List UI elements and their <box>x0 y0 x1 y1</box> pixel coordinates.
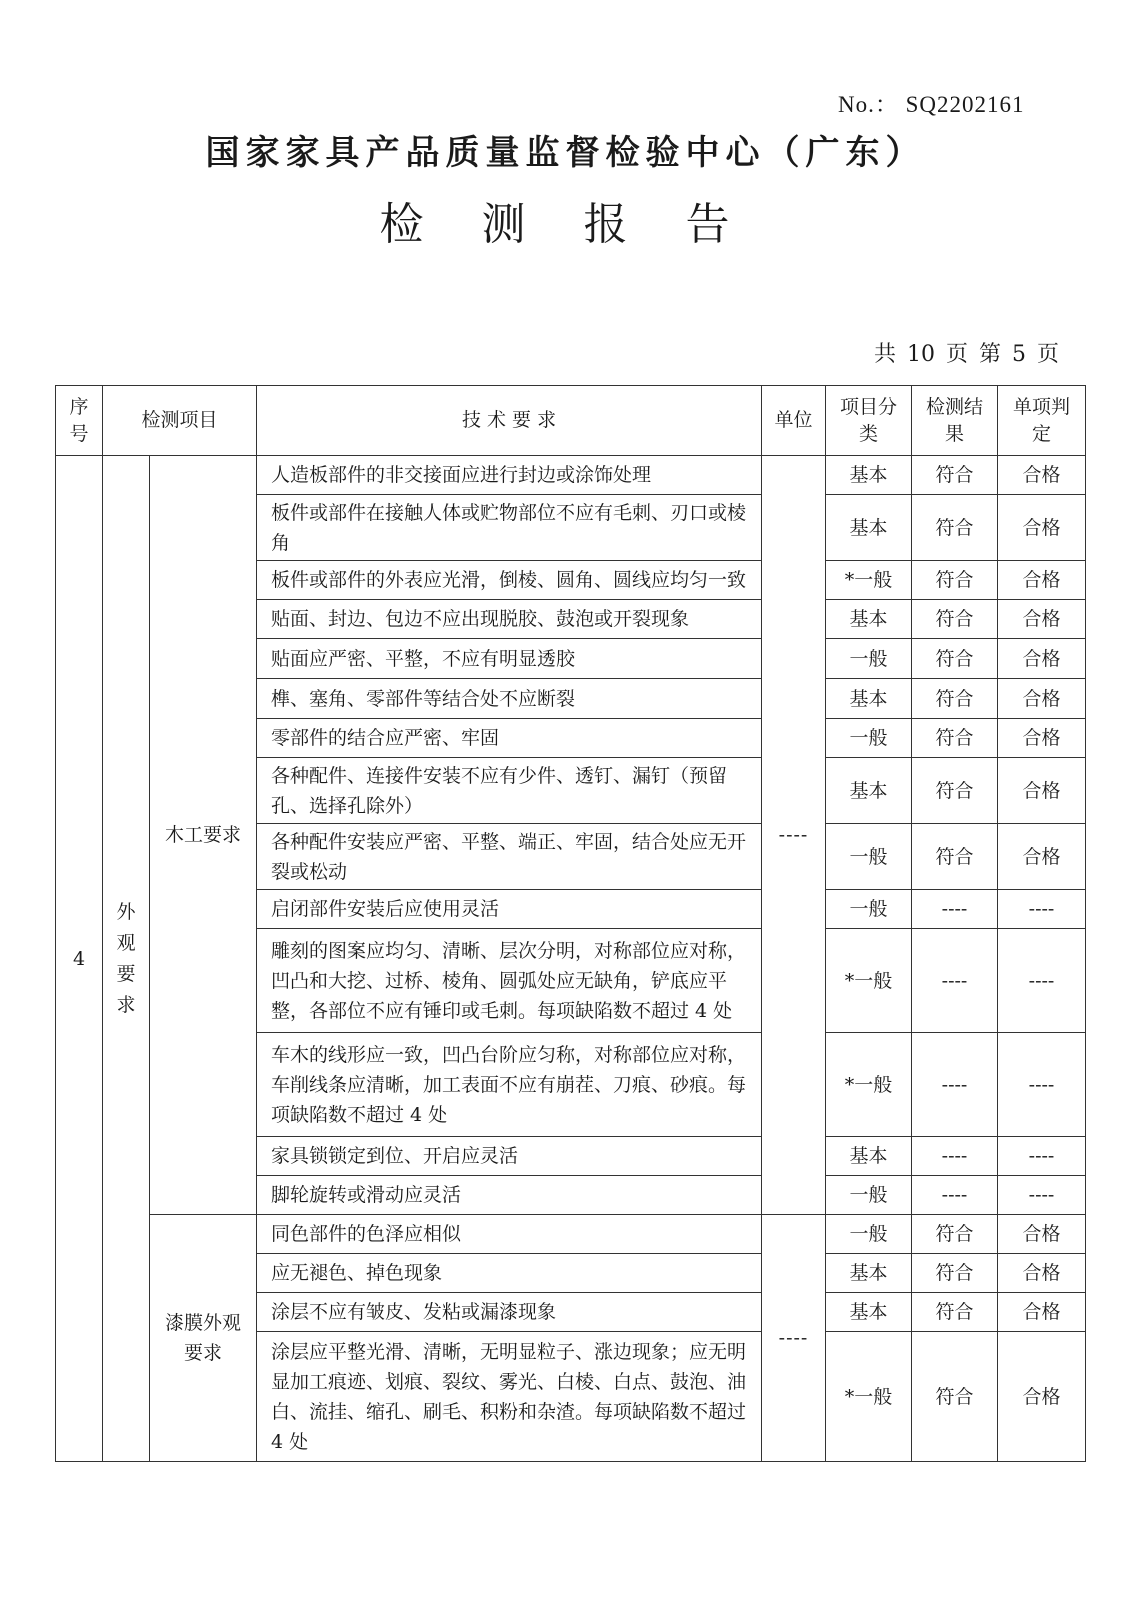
item-category-cell: *一般 <box>826 561 912 600</box>
subitem-cell: 木工要求 <box>150 456 257 1215</box>
organization-name: 国家家具产品质量监督检验中心（广东） <box>205 133 926 173</box>
col-header-seq: 序号 <box>56 386 103 456</box>
result-cell: 符合 <box>912 758 998 824</box>
result-cell: 符合 <box>912 456 998 495</box>
item-category-cell: 基本 <box>826 495 912 561</box>
item-category-cell: 一般 <box>826 1176 912 1215</box>
result-cell: ---- <box>912 929 998 1033</box>
result-cell: ---- <box>912 890 998 929</box>
report-title: 检 测 报 告 <box>379 199 752 250</box>
col-header-verdict: 单项判定 <box>998 386 1086 456</box>
item-category-cell: 一般 <box>826 890 912 929</box>
result-cell: 符合 <box>912 639 998 679</box>
requirement-cell: 贴面应严密、平整，不应有明显透胶 <box>257 639 762 679</box>
report-number: No.： SQ2202161 <box>838 92 1025 117</box>
verdict-cell: ---- <box>998 929 1086 1033</box>
category-group-cell: 外 观 要 求 <box>103 456 150 1462</box>
verdict-cell: 合格 <box>998 1332 1086 1462</box>
result-cell: ---- <box>912 1033 998 1137</box>
col-header-category: 项目分类 <box>826 386 912 456</box>
requirement-cell: 应无褪色、掉色现象 <box>257 1254 762 1293</box>
inspection-table <box>55 385 1086 1462</box>
verdict-cell: ---- <box>998 1033 1086 1137</box>
item-category-cell: 基本 <box>826 1293 912 1332</box>
verdict-cell: 合格 <box>998 600 1086 639</box>
unit-cell: ---- <box>762 456 826 1215</box>
item-category-cell: 基本 <box>826 600 912 639</box>
table-header-row <box>56 386 1086 456</box>
item-category-cell: 基本 <box>826 456 912 495</box>
verdict-cell: 合格 <box>998 719 1086 758</box>
verdict-cell: ---- <box>998 1137 1086 1176</box>
item-category-cell: 基本 <box>826 1137 912 1176</box>
page-info: 共 10 页 第 5 页 <box>874 342 1059 367</box>
item-category-cell: 基本 <box>826 758 912 824</box>
requirement-cell: 脚轮旋转或滑动应灵活 <box>257 1176 762 1215</box>
requirement-cell: 各种配件、连接件安装不应有少件、透钉、漏钉（预留孔、选择孔除外） <box>257 758 762 824</box>
result-cell: 符合 <box>912 600 998 639</box>
item-category-cell: *一般 <box>826 929 912 1033</box>
verdict-cell: 合格 <box>998 639 1086 679</box>
col-header-result: 检测结果 <box>912 386 998 456</box>
result-cell: 符合 <box>912 1293 998 1332</box>
verdict-cell: 合格 <box>998 1293 1086 1332</box>
table-row <box>56 456 1086 495</box>
verdict-cell: 合格 <box>998 758 1086 824</box>
result-cell: 符合 <box>912 824 998 890</box>
item-category-cell: 一般 <box>826 1215 912 1254</box>
result-cell: 符合 <box>912 1254 998 1293</box>
requirement-cell: 贴面、封边、包边不应出现脱胶、鼓泡或开裂现象 <box>257 600 762 639</box>
col-header-item: 检测项目 <box>103 386 257 456</box>
requirement-cell: 同色部件的色泽应相似 <box>257 1215 762 1254</box>
requirement-cell: 板件或部件在接触人体或贮物部位不应有毛刺、刃口或棱角 <box>257 495 762 561</box>
requirement-cell: 板件或部件的外表应光滑，倒棱、圆角、圆线应均匀一致 <box>257 561 762 600</box>
verdict-cell: 合格 <box>998 495 1086 561</box>
item-category-cell: 基本 <box>826 1254 912 1293</box>
result-cell: 符合 <box>912 1215 998 1254</box>
result-cell: ---- <box>912 1137 998 1176</box>
result-cell: ---- <box>912 1176 998 1215</box>
unit-cell: ---- <box>762 1215 826 1462</box>
item-category-cell: 一般 <box>826 639 912 679</box>
verdict-cell: 合格 <box>998 1254 1086 1293</box>
item-category-cell: 基本 <box>826 679 912 719</box>
requirement-cell: 启闭部件安装后应使用灵活 <box>257 890 762 929</box>
seq-cell: 4 <box>56 456 103 1462</box>
subitem-cell: 漆膜外观要求 <box>150 1215 257 1462</box>
result-cell: 符合 <box>912 495 998 561</box>
verdict-cell: ---- <box>998 890 1086 929</box>
result-cell: 符合 <box>912 719 998 758</box>
item-category-cell: 一般 <box>826 824 912 890</box>
col-header-unit: 单位 <box>762 386 826 456</box>
requirement-cell: 涂层应平整光滑、清晰，无明显粒子、涨边现象；应无明显加工痕迹、划痕、裂纹、雾光、白棱、白点、鼓泡、油白、流挂、缩孔、刷毛、积粉和杂渣。每项缺陷数不超过 4 处 <box>257 1332 762 1462</box>
requirement-cell: 雕刻的图案应均匀、清晰、层次分明，对称部位应对称，凹凸和大挖、过桥、棱角、圆弧处应无缺角，铲底应平整，各部位不应有锤印或毛刺。每项缺陷数不超过 4 处 <box>257 929 762 1033</box>
verdict-cell: 合格 <box>998 456 1086 495</box>
verdict-cell: ---- <box>998 1176 1086 1215</box>
item-category-cell: *一般 <box>826 1332 912 1462</box>
table-row <box>56 1215 1086 1254</box>
result-cell: 符合 <box>912 561 998 600</box>
requirement-cell: 涂层不应有皱皮、发粘或漏漆现象 <box>257 1293 762 1332</box>
requirement-cell: 车木的线形应一致，凹凸台阶应匀称，对称部位应对称，车削线条应清晰，加工表面不应有崩茬、刀痕、砂痕。每项缺陷数不超过 4 处 <box>257 1033 762 1137</box>
item-category-cell: *一般 <box>826 1033 912 1137</box>
result-cell: 符合 <box>912 1332 998 1462</box>
verdict-cell: 合格 <box>998 824 1086 890</box>
requirement-cell: 零部件的结合应严密、牢固 <box>257 719 762 758</box>
requirement-cell: 榫、塞角、零部件等结合处不应断裂 <box>257 679 762 719</box>
item-category-cell: 一般 <box>826 719 912 758</box>
col-header-requirement: 技 术 要 求 <box>257 386 762 456</box>
verdict-cell: 合格 <box>998 1215 1086 1254</box>
verdict-cell: 合格 <box>998 679 1086 719</box>
requirement-cell: 人造板部件的非交接面应进行封边或涂饰处理 <box>257 456 762 495</box>
result-cell: 符合 <box>912 679 998 719</box>
requirement-cell: 家具锁锁定到位、开启应灵活 <box>257 1137 762 1176</box>
verdict-cell: 合格 <box>998 561 1086 600</box>
requirement-cell: 各种配件安装应严密、平整、端正、牢固，结合处应无开裂或松动 <box>257 824 762 890</box>
